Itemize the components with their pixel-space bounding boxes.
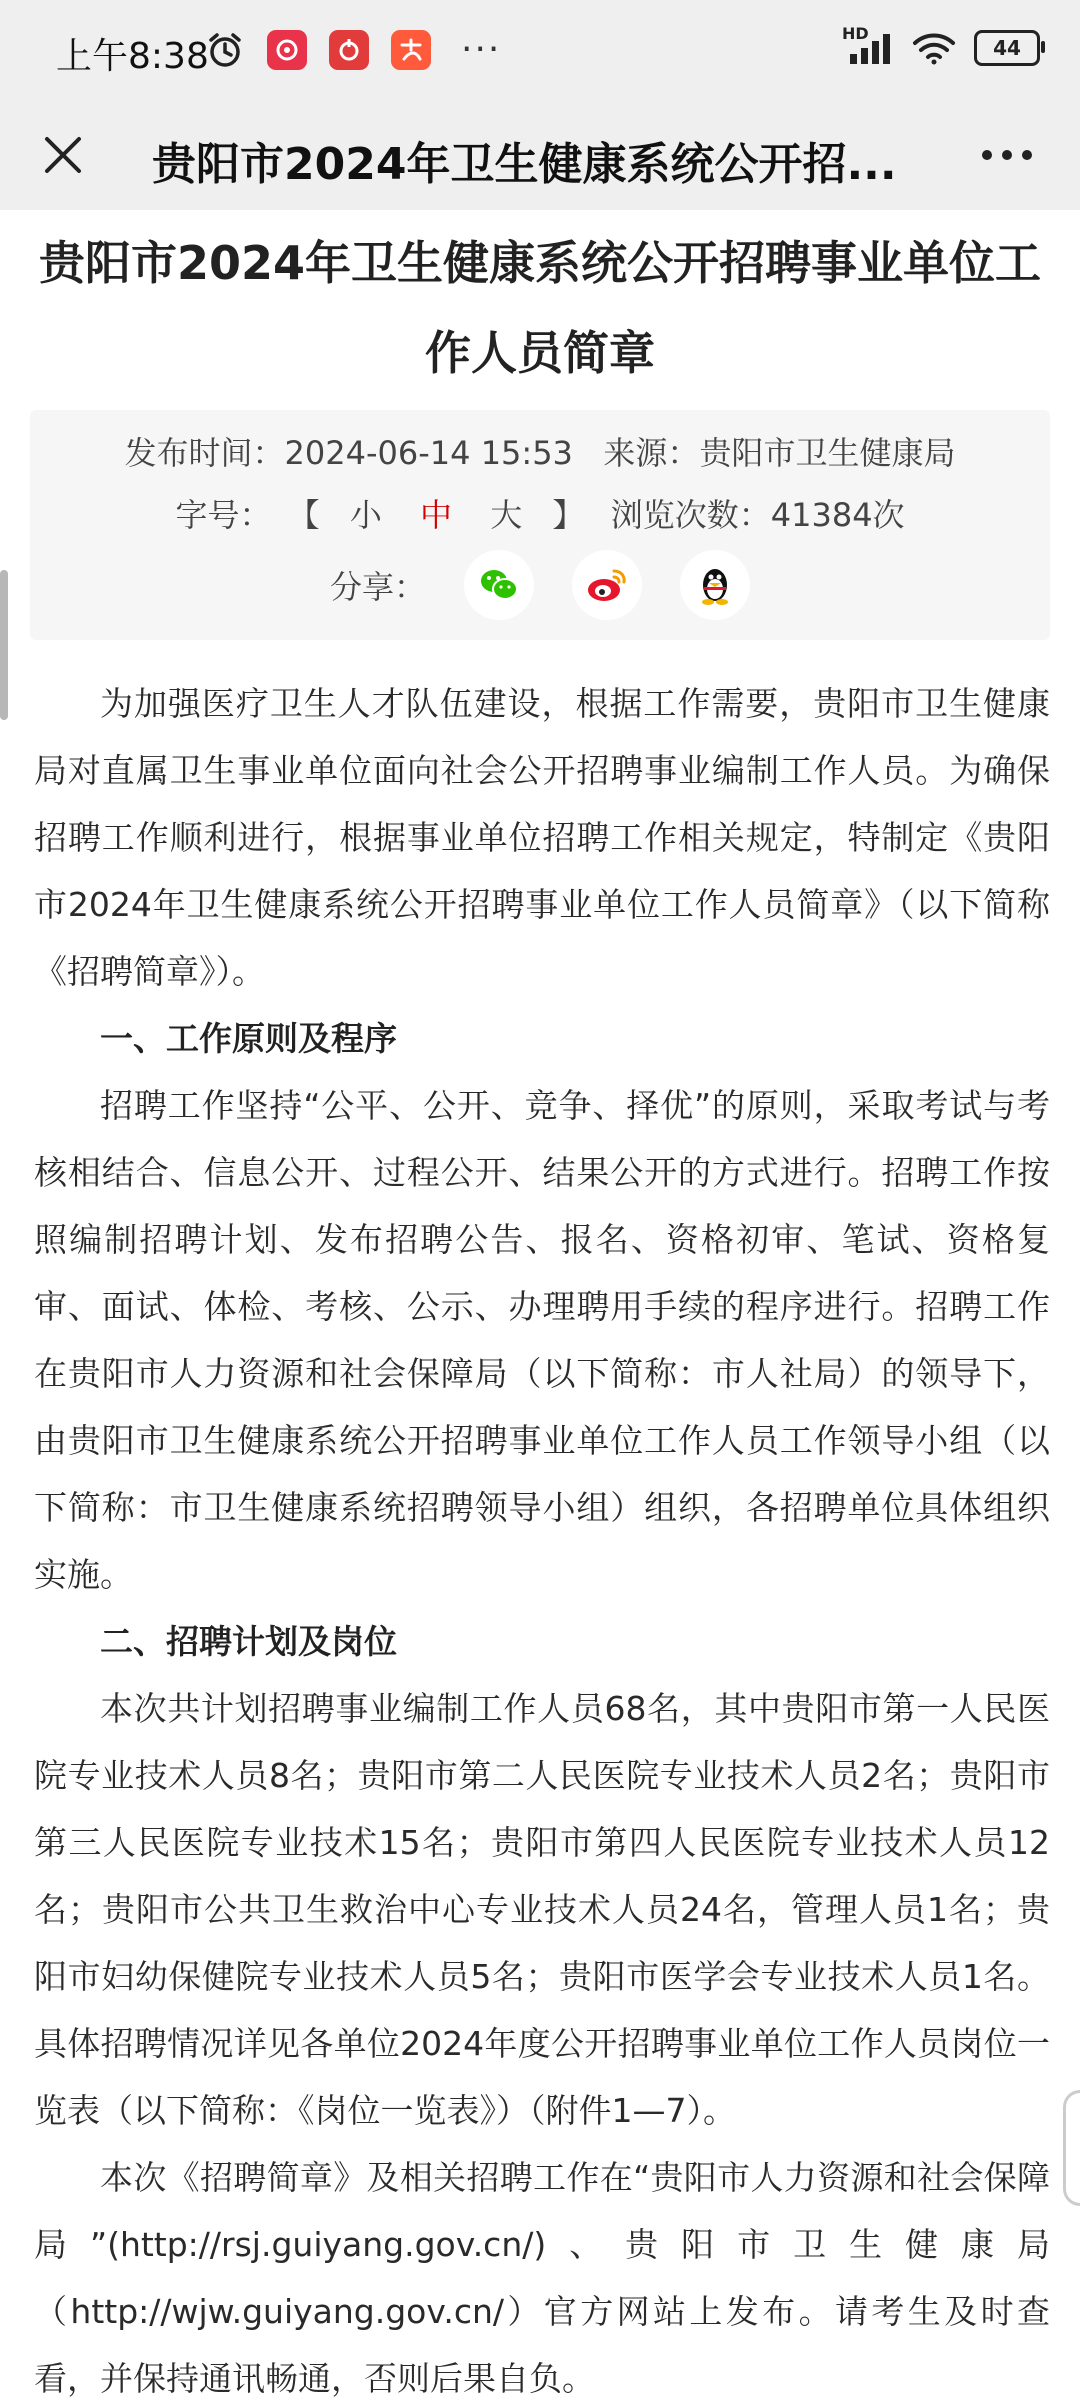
views-count: 41384次 bbox=[770, 496, 905, 534]
scrollbar-left[interactable] bbox=[0, 570, 8, 720]
article-title: 贵阳市2024年卫生健康系统公开招聘事业单位工作人员简章 bbox=[38, 236, 1042, 380]
source-value: 贵阳市卫生健康局 bbox=[699, 434, 956, 472]
publish-info bbox=[30, 428, 1050, 474]
weibo-icon bbox=[586, 567, 628, 603]
battery-icon: 44 bbox=[974, 30, 1040, 66]
article-content[interactable] bbox=[0, 210, 1080, 2400]
publish-time: 2024-06-14 15:53 bbox=[284, 434, 573, 472]
share-row bbox=[30, 550, 1050, 620]
font-size-label: 字号： bbox=[175, 496, 272, 534]
article-meta bbox=[30, 410, 1050, 640]
nav-bar bbox=[0, 100, 1080, 210]
share-wechat-button[interactable] bbox=[464, 550, 534, 620]
music-app-icon bbox=[329, 30, 369, 70]
status-icons-right bbox=[842, 24, 1040, 66]
paragraph: 本次《招聘简章》及相关招聘工作在“贵阳市人力资源和社会保障局”(http://rsj.guiyang.gov.cn/)、贵阳市卫生健康局（http://wjw.guiyang.gov.cn/）官方网站上发布。请考生及时查看，并保持通讯畅通，否则后果自负。 bbox=[34, 2158, 1050, 2398]
section-heading: 二、招聘计划及岗位 bbox=[100, 1622, 397, 1661]
bracket-close: 】 bbox=[552, 496, 585, 534]
share-qq-button[interactable] bbox=[680, 550, 750, 620]
bracket-open: 【 bbox=[287, 496, 320, 534]
article-body bbox=[34, 670, 1050, 2400]
source-label: 来源： bbox=[603, 434, 700, 472]
font-medium-button[interactable]: 中 bbox=[420, 496, 453, 534]
signal-icon bbox=[842, 24, 894, 64]
qq-penguin-icon bbox=[698, 565, 732, 605]
app-notification-icon bbox=[267, 30, 307, 70]
network-type: HD bbox=[842, 24, 869, 43]
status-overflow: ··· bbox=[461, 29, 502, 70]
font-size-row bbox=[30, 490, 1050, 536]
status-time: 上午8:38 bbox=[56, 36, 209, 77]
share-weibo-button[interactable] bbox=[572, 550, 642, 620]
share-label: 分享： bbox=[329, 568, 426, 606]
more-dots-icon bbox=[979, 147, 1035, 163]
close-icon bbox=[41, 133, 85, 177]
publish-label: 发布时间： bbox=[124, 434, 285, 472]
paragraph: 招聘工作坚持“公平、公开、竞争、择优”的原则，采取考试与考核相结合、信息公开、过程公开、结果公开的方式进行。招聘工作按照编制招聘计划、发布招聘公告、报名、资格初审、笔试、资格复审、面试、体检、考核、公示、办理聘用手续的程序进行。招聘工作在贵阳市人力资源和社会保障局（以下简称：市人社局）的领导下，由贵阳市卫生健康系统公开招聘事业单位工作人员工作领导小组（以下简称：市卫生健康系统招聘领导小组）组织，各招聘单位具体组织实施。 bbox=[34, 1086, 1050, 1594]
more-button[interactable] bbox=[974, 122, 1040, 188]
wifi-icon bbox=[912, 31, 956, 65]
paragraph: 本次共计划招聘事业编制工作人员68名，其中贵阳市第一人民医院专业技术人员8名；贵阳市第二人民医院专业技术人员2名；贵阳市第三人民医院专业技术15名；贵阳市第四人民医院专业技术人员12名；贵阳市公共卫生救治中心专业技术人员24名，管理人员1名；贵阳市妇幼保健院专业技术人员5名；贵阳市医学会专业技术人员1名。具体招聘情况详见各单位2024年度公开招聘事业单位工作人员岗位一览表（以下简称：《岗位一览表》）（附件1—7）。 bbox=[34, 1689, 1050, 2130]
edge-swipe-handle[interactable] bbox=[1063, 2090, 1080, 2206]
views-label: 浏览次数： bbox=[610, 496, 771, 534]
section-heading: 一、工作原则及程序 bbox=[100, 1019, 397, 1058]
paragraph: 为加强医疗卫生人才队伍建设，根据工作需要，贵阳市卫生健康局对直属卫生事业单位面向社会公开招聘事业编制工作人员。为确保招聘工作顺利进行，根据事业单位招聘工作相关规定，特制定《贵阳市2024年卫生健康系统公开招聘事业单位工作人员简章》（以下简称《招聘简章》）。 bbox=[34, 684, 1050, 991]
nav-title: 贵阳市2024年卫生健康系统公开招... bbox=[152, 139, 897, 190]
alarm-clock-icon bbox=[205, 30, 245, 70]
status-bar bbox=[0, 0, 1080, 100]
close-button[interactable] bbox=[30, 122, 96, 188]
font-large-button[interactable]: 大 bbox=[490, 496, 523, 534]
status-icons-left bbox=[205, 30, 501, 70]
alipay-icon bbox=[391, 30, 431, 70]
font-small-button[interactable]: 小 bbox=[349, 496, 382, 534]
wechat-icon bbox=[479, 567, 519, 603]
